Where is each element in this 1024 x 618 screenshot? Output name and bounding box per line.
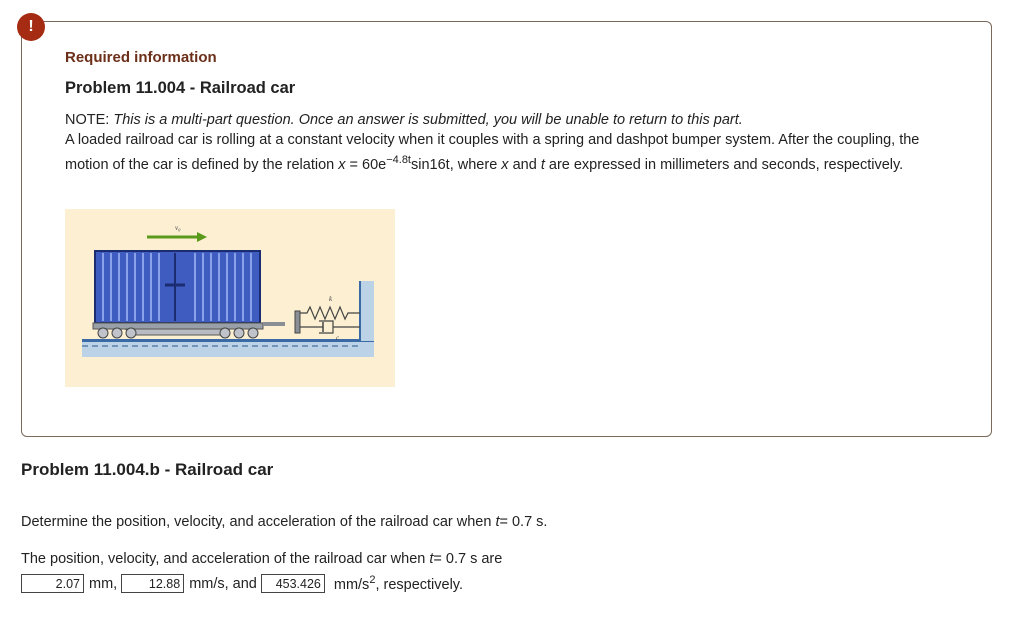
acceleration-unit: [334, 574, 463, 593]
velocity-label: v₀: [175, 224, 181, 232]
description-part3: are expressed in millimeters and seconds, respectively.: [548, 157, 904, 173]
acceleration-answer-field[interactable]: 453.426: [261, 574, 325, 593]
railroad-car-figure: [65, 209, 395, 387]
part-b-title: Problem 11.004.b - Railroad car: [21, 460, 274, 479]
var-t: t: [540, 157, 545, 173]
answer-suffix: = 0.7 s are: [433, 551, 503, 567]
bumper-plate: [295, 311, 300, 333]
bumper-wall: [360, 281, 374, 341]
acceleration-unit-exponent: 2: [369, 574, 376, 586]
answer-prefix: The position, velocity, and acceleration of the railroad car when: [21, 551, 426, 567]
car-underframe: [125, 329, 230, 335]
description-part2: where: [457, 157, 498, 173]
acceleration-unit-tail: , respectively.: [375, 577, 464, 593]
eq-variable-x: x: [338, 157, 346, 173]
question-text: [21, 514, 547, 530]
description-part1: A loaded railroad car is rolling at a constant velocity when it couples with a spring and dashpot bumper system. After the coupling, the motion of the car is defined by the relation: [65, 132, 920, 173]
note-line: [65, 110, 955, 130]
answer-intro: [21, 551, 502, 567]
question-var-t: t: [495, 514, 500, 530]
car-coupler: [263, 322, 285, 326]
acceleration-unit-base: mm/s: [333, 577, 370, 593]
note-label: NOTE:: [65, 112, 110, 128]
spring: [300, 307, 360, 319]
var-x: x: [501, 157, 509, 173]
problem-title: Problem 11.004 - Railroad car: [65, 79, 296, 97]
and-word: and: [512, 157, 537, 173]
eq-coefficient: = 60e: [345, 157, 387, 173]
velocity-answer-field[interactable]: 12.88: [121, 574, 184, 593]
alert-icon: !: [17, 13, 45, 41]
railroad-car-diagram: [65, 209, 395, 387]
answer-var-t: t: [429, 551, 434, 567]
spring-label: k: [329, 295, 333, 303]
note-text: This is a multi-part question. Once an answer is submitted, you will be unable to return to this part.: [113, 112, 743, 128]
rail: [82, 339, 374, 342]
description-text: [65, 130, 955, 175]
question-suffix: = 0.7 s.: [499, 514, 548, 530]
eq-sine-term: sin16t,: [411, 157, 454, 173]
motion-equation: [338, 154, 454, 173]
dashpot-label: c: [336, 334, 340, 342]
position-answer-field[interactable]: 2.07: [21, 574, 84, 593]
question-prefix: Determine the position, velocity, and acceleration of the railroad car when: [21, 514, 492, 530]
eq-exponent: −4.8t: [386, 154, 411, 166]
position-unit: mm,: [89, 575, 118, 592]
velocity-unit: mm/s, and: [189, 575, 257, 592]
answer-line: [21, 574, 467, 593]
required-info-label: Required information: [65, 49, 217, 66]
problem-description: [65, 110, 955, 175]
velocity-arrowhead: [197, 232, 207, 242]
